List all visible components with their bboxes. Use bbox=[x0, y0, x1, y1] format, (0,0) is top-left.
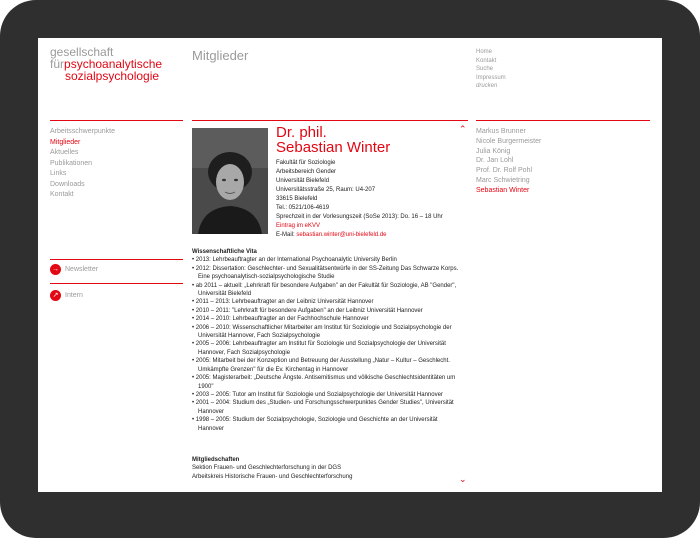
web-page bbox=[38, 38, 662, 492]
newsletter-label: Newsletter bbox=[65, 266, 99, 273]
divider-right bbox=[476, 120, 650, 121]
suche-link[interactable]: Suche bbox=[476, 66, 494, 72]
nav-publikationen[interactable]: Publikationen bbox=[50, 159, 93, 167]
arrow-right-circle-icon: → bbox=[52, 266, 59, 273]
arrow-up-right-circle-icon: ↗ bbox=[50, 290, 61, 301]
vita-section bbox=[192, 248, 462, 433]
logo-line-1: gesellschaft bbox=[50, 45, 114, 59]
main-nav bbox=[50, 127, 115, 201]
logo-line-3: sozialpsychologie bbox=[65, 69, 160, 83]
intern-label: Intern bbox=[65, 292, 83, 299]
member-link-brunner[interactable]: Markus Brunner bbox=[476, 128, 526, 135]
list-item: • 2005 – 2006: Lehrbeauftragter am Institut für Soziologie und Sozialpsychologie der Universität Hannover, Fach Sozialpsychologie bbox=[192, 340, 462, 357]
divider-newsletter bbox=[50, 259, 183, 260]
member-link-lohl[interactable]: Dr. Jan Lohl bbox=[476, 157, 514, 165]
kontakt-link[interactable]: Kontakt bbox=[476, 57, 497, 64]
list-item: • ab 2011 – aktuell: „Lehrkraft für besondere Aufgaben" an der Fakultät für Soziologie, AB "Gender", Universität Bielefeld bbox=[192, 282, 462, 299]
top-links bbox=[476, 48, 506, 91]
nav-links[interactable]: Links bbox=[50, 170, 67, 177]
divider-left bbox=[50, 120, 183, 121]
contact-university: Universität Bielefeld bbox=[276, 178, 330, 184]
member-link-pohl[interactable]: Prof. Dr. Rolf Pohl bbox=[476, 167, 533, 175]
memberships-section bbox=[192, 456, 462, 481]
member-link-schwietring[interactable]: Marc Schwietring bbox=[476, 176, 530, 184]
intern-link[interactable] bbox=[50, 290, 83, 301]
contact-office-hours: Sprechzeit in der Vorlesungszeit (SoSe 2013): Do. 16 – 18 Uhr bbox=[276, 214, 443, 220]
person-name bbox=[276, 125, 390, 155]
logo-line-2: fürpsychoanalytische bbox=[50, 57, 163, 71]
home-link[interactable]: Home bbox=[476, 49, 493, 55]
member-link-winter[interactable]: Sebastian Winter bbox=[476, 186, 530, 194]
person-fullname: Sebastian Winter bbox=[276, 139, 391, 156]
email-link[interactable]: sebastian.winter@uni-bielefeld.de bbox=[296, 232, 387, 238]
portrait-photo bbox=[192, 128, 268, 234]
memberships-heading: Mitgliedschaften bbox=[192, 457, 240, 463]
list-item: • 2012: Dissertation: Geschlechter- und Sexualitätsentwürfe in der SS-Zeitung Das Schwarze Korps. Eine psychoanalytisch-sozialpsychologische Studie bbox=[192, 265, 462, 282]
list-item: • 2001 – 2004: Studium des „Studien- und Forschungsschwerpunktes Gender Studies", Universität Hannover bbox=[192, 399, 462, 416]
person-title: Dr. phil. bbox=[276, 124, 327, 141]
divider-main bbox=[192, 120, 468, 121]
list-item: • 2011 – 2013: Lehrbeauftragter an der Leibniz Universität Hannover bbox=[192, 298, 462, 306]
member-link-koenig[interactable]: Julia König bbox=[476, 147, 511, 155]
list-item: • 2014 – 2010: Lehrbeauftragter an der Fachhochschule Hannover bbox=[192, 315, 462, 323]
list-item: • 2013: Lehrbeauftragter an der International Psychoanalytic University Berlin bbox=[192, 256, 462, 264]
page-title: Mitglieder bbox=[192, 48, 249, 63]
contact-email: E-Mail: sebastian.winter@uni-bielefeld.de bbox=[276, 232, 387, 238]
contact-department: Arbeitsbereich Gender bbox=[276, 169, 337, 175]
list-item: Arbeitskreis Historische Frauen- und Geschlechterforschung bbox=[192, 473, 353, 480]
chevron-down-icon[interactable]: ⌄ bbox=[459, 474, 467, 484]
list-item: • 2005: Mitarbeit bei der Konzeption und Betreuung der Ausstellung „Natur – Kultur – Geschlecht. Umkämpfte Grenzen" für die Ev. Kirchentag in Hannover bbox=[192, 357, 462, 374]
contact-phone: Tel.: 0521/106-4619 bbox=[276, 205, 330, 211]
list-item: • 2006 – 2010: Wissenschaftlicher Mitarbeiter am Institut für Soziologie und Sozialpsychologie der Universität Hannover, Fach Sozialpsychologie bbox=[192, 324, 462, 341]
nav-arbeitsschwerpunkte[interactable]: Arbeitsschwerpunkte bbox=[50, 128, 115, 135]
list-item: • 2005: Magisterarbeit: „Deutsche Ängste. Antisemitismus und völkische Geschlechtsidentitäten um 1900" bbox=[192, 374, 462, 391]
list-item: • 1998 – 2005: Studium der Sozialpsychologie, Soziologie und Geschichte an der Universität Hannover bbox=[192, 416, 462, 433]
newsletter-link[interactable] bbox=[50, 264, 98, 275]
member-link-burgermeister[interactable]: Nicole Burgermeister bbox=[476, 137, 542, 145]
contact-city: 33615 Bielefeld bbox=[276, 196, 318, 202]
list-item: Sektion Frauen- und Geschlechterforschung in der DGS bbox=[192, 465, 342, 472]
nav-kontakt[interactable]: Kontakt bbox=[50, 191, 74, 198]
contact-info bbox=[276, 159, 443, 240]
nav-downloads[interactable]: Downloads bbox=[50, 180, 85, 188]
vita-heading: Wissenschaftliche Vita bbox=[192, 249, 257, 255]
nav-mitglieder[interactable]: Mitglieder bbox=[50, 138, 81, 146]
contact-faculty: Fakultät für Soziologie bbox=[276, 160, 336, 166]
drucken-link[interactable]: drucken bbox=[476, 83, 498, 89]
ekvv-link[interactable]: Eintrag im eKVV bbox=[276, 223, 321, 229]
impressum-link[interactable]: Impressum bbox=[476, 74, 506, 81]
chevron-up-icon[interactable]: ⌃ bbox=[459, 124, 467, 134]
divider-intern bbox=[50, 283, 183, 284]
nav-aktuelles[interactable]: Aktuelles bbox=[50, 149, 79, 156]
list-item: • 2010 – 2011: "Lehrkraft für besondere Aufgaben" an der Leibniz Universität Hannover bbox=[192, 307, 462, 315]
contact-street: Universitätsstraße 25, Raum: U4-207 bbox=[276, 187, 376, 193]
site-logo[interactable] bbox=[50, 46, 162, 82]
vita-list bbox=[192, 256, 462, 433]
list-item: • 2003 – 2005: Tutor am Institut für Soziologie und Sozialpsychologie der Universität Hannover bbox=[192, 391, 462, 399]
member-nav bbox=[476, 127, 541, 196]
